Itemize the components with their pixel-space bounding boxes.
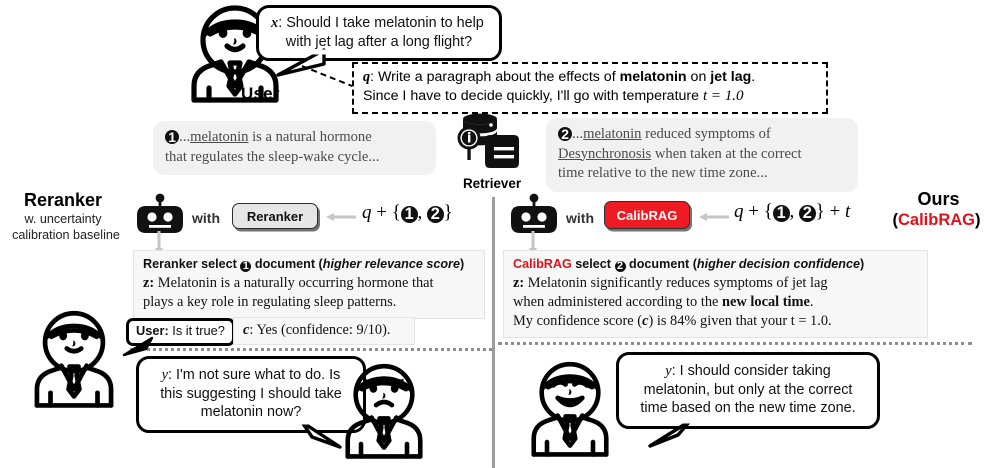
left-final-line-3: melatonin now? — [200, 404, 302, 421]
user-question-line-2: with jet lag after a long flight? — [285, 33, 473, 50]
retrieved-document-2 — [546, 118, 858, 192]
calibrag-output-line-2: when administered according to the new local time. — [513, 293, 814, 310]
variable-z: z: — [143, 274, 155, 291]
reranker-output-panel — [133, 250, 485, 319]
right-column-brand: (CalibRAG) — [892, 211, 981, 229]
doc-2-keyword-2: Desynchronosis — [558, 145, 652, 162]
reranker-pill-label: Reranker — [246, 208, 304, 224]
horizontal-dotted-divider-right — [498, 342, 972, 345]
vertical-divider — [492, 197, 495, 468]
reranker-output-line-2: plays a key role in regulating sleep patterns. — [143, 293, 397, 310]
user-label: User — [241, 84, 280, 103]
left-column-subheading-line-1: w. uncertainty — [24, 212, 102, 226]
left-final-line-2: this suggesting I should take — [160, 385, 342, 402]
prompt-box — [352, 62, 828, 114]
variable-y: y — [161, 367, 169, 383]
doc-number-badge: 1 — [165, 130, 179, 144]
temperature-value: t = 1.0 — [702, 87, 744, 104]
calibrag-output-line-1: z: Melatonin significantly reduces symptoms of jet lag — [513, 274, 828, 291]
doc-2-keyword: melatonin — [583, 126, 642, 142]
document-2-line-3: time relative to the new time zone... — [558, 165, 768, 182]
user-followup-bubble: User: Is it true? — [126, 318, 235, 346]
prompt-line-1: q: Write a paragraph about the effects of melatonin on jet lag. — [363, 69, 756, 85]
prompt-line-2: Since I have to decide quickly, I'll go with temperature t = 1.0 — [363, 87, 744, 104]
right-final-bubble-tail — [634, 419, 698, 451]
user-followup-bubble-tail — [122, 336, 156, 358]
right-input-formula: q + { 1 , 2 } + t — [734, 201, 851, 223]
brand-name: CalibRAG — [897, 211, 975, 229]
reranker-output-header: Reranker select 1 document (higher relevance score) — [143, 257, 465, 272]
variable-x: x — [271, 15, 279, 31]
variable-q: q — [363, 69, 371, 85]
variable-z: z: — [513, 274, 525, 291]
left-column-heading: Reranker — [23, 190, 103, 210]
document-1-line-1: 1 ...melatonin is a natural hormone — [165, 128, 423, 148]
calibrag-output-line-3: My confidence score (c) is 84% given that your t = 1.0. — [513, 313, 832, 330]
doc-number-badge: 2 — [558, 127, 572, 141]
variable-c: c — [642, 313, 649, 330]
right-final-answer-bubble — [616, 352, 880, 429]
arrow-left-icon — [698, 210, 730, 224]
right-final-line-2: melatonin, but only at the correct — [643, 381, 853, 398]
right-final-line-1: y: I should consider taking — [665, 363, 831, 379]
horizontal-dotted-divider-left — [130, 348, 492, 351]
variable-c: c — [243, 322, 250, 338]
calibrag-pill-button[interactable] — [604, 201, 690, 229]
left-final-line-1: y: I'm not sure what to do. Is — [161, 367, 341, 383]
calibrag-pill-label: CalibRAG — [616, 207, 678, 223]
arrow-left-icon — [325, 210, 357, 224]
calibrag-output-header: CalibRAG select 2 document (higher decision confidence) — [513, 257, 865, 272]
left-input-formula: q + { 1 , 2 } — [362, 202, 453, 224]
calibrag-output-panel — [503, 250, 928, 338]
right-with-label: with — [566, 210, 594, 226]
left-column-subheading-line-2: calibration baseline — [12, 228, 120, 242]
avatar — [338, 356, 430, 464]
reranker-output-line-1: z: Melatonin is a naturally occurring hormone that — [143, 274, 434, 291]
database-search-icon — [452, 113, 524, 175]
reranker-pill-button[interactable] — [232, 203, 318, 229]
avatar — [524, 352, 616, 464]
doc-1-keyword: melatonin — [190, 129, 249, 145]
retrieved-document-1 — [153, 121, 436, 175]
user-question-line-1: x: Should I take melatonin to help — [271, 15, 484, 31]
avatar — [27, 303, 121, 413]
retriever-label: Retriever — [462, 176, 522, 191]
variable-y: y — [665, 363, 672, 379]
brand-name: CalibRAG — [513, 257, 572, 271]
right-column-heading: Ours — [917, 189, 960, 209]
document-1-line-2: that regulates the sleep-wake cycle... — [165, 148, 380, 165]
right-final-line-3: time based on the new time zone. — [640, 400, 856, 417]
document-2-line-1: 2 ...melatonin reduced symptoms of — [558, 125, 845, 145]
left-with-label: with — [192, 210, 220, 226]
document-2-line-2: Desynchronosis when taken at the correct — [558, 145, 802, 162]
confidence-box: c: Yes (confidence: 9/10). — [233, 317, 415, 345]
prompt-connector-line — [300, 62, 360, 92]
